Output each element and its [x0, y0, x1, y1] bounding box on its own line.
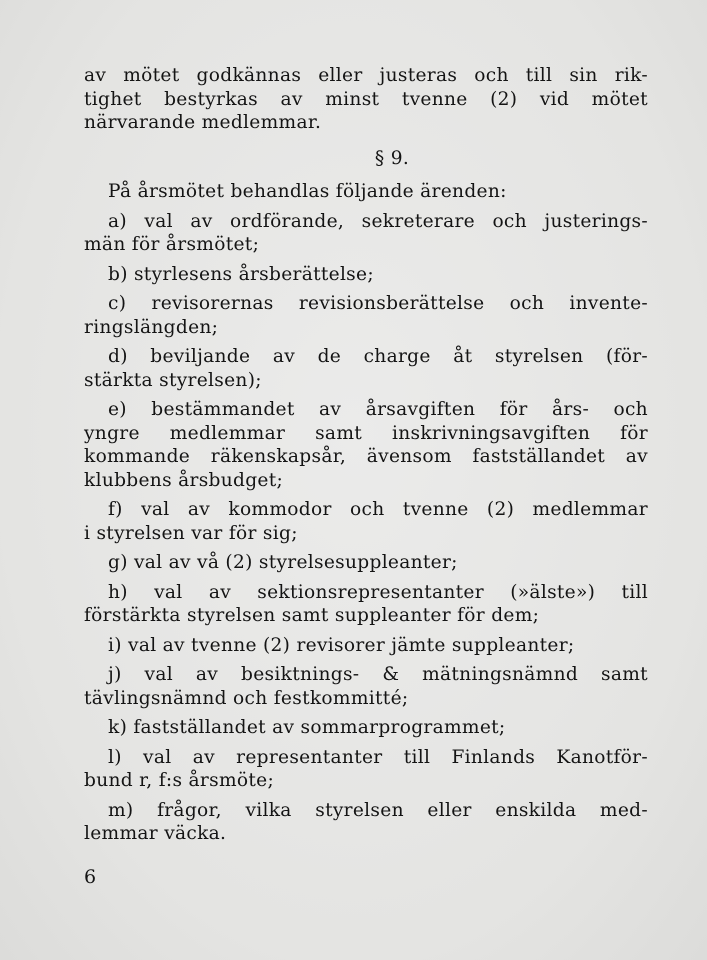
agenda-item-continuation: i styrelsen var för sig;: [84, 522, 298, 544]
agenda-item: [84, 716, 648, 740]
agenda-item-continuation: lemmar väcka.: [84, 823, 227, 844]
agenda-item-line: d) beviljande av de charge åt styrelsen (för-: [108, 346, 648, 367]
agenda-item: [84, 634, 648, 658]
agenda-item: [84, 210, 648, 257]
agenda-item: [84, 663, 648, 710]
agenda-item-continuation: yngre medlemmar samt inskrivningsavgiften för: [84, 422, 648, 444]
agenda-item-line: m) frågor, vilka styrelsen eller enskilda med-: [108, 799, 648, 821]
agenda-item-continuation: tävlingsnämnd och festkommitté;: [84, 687, 409, 709]
agenda-item-line: i) val av tvenne (2) revisorer jämte suppleanter;: [108, 634, 575, 656]
agenda-item-continuation: klubbens årsbudget;: [84, 469, 284, 491]
agenda-item-line: f) val av kommodor och tvenne (2) medlemmar: [108, 499, 648, 520]
agenda-item: [84, 746, 648, 793]
agenda-item-line: b) styrlesens årsberättelse;: [108, 263, 374, 285]
agenda-item-continuation: stärkta styrelsen);: [84, 369, 262, 391]
lead-line: På årsmötet behandlas följande ärenden:: [108, 181, 507, 202]
agenda-item-line: l) val av representanter till Finlands Kanotför-: [108, 746, 648, 768]
agenda-item-line: h) val av sektionsrepresentanter (»älste») till: [108, 581, 648, 603]
agenda-item-line: j) val av besiktnings- & mätningsnämnd samt: [108, 664, 648, 685]
intro-line: tighet bestyrkas av minst tvenne (2) vid mötet: [84, 88, 648, 110]
agenda-item: [84, 498, 648, 545]
agenda-item-line: g) val av vå (2) styrelsesuppleanter;: [108, 552, 458, 573]
agenda-item-continuation: förstärkta styrelsen samt suppleanter för dem;: [84, 605, 540, 626]
agenda-item-line: e) bestämmandet av årsavgiften för års- och: [108, 399, 648, 420]
agenda-item-continuation: bund r, f:s årsmöte;: [84, 770, 275, 791]
agenda-list: [84, 210, 648, 846]
agenda-item: [84, 263, 648, 287]
agenda-item-line: k) fastställandet av sommarprogrammet;: [108, 717, 506, 738]
agenda-item-line: a) val av ordförande, sekreterare och justerings-: [108, 210, 648, 232]
intro-line: närvarande medlemmar.: [84, 112, 322, 133]
agenda-item: [84, 398, 648, 492]
intro-line: av mötet godkännas eller justeras och till sin rik-: [84, 65, 648, 86]
page-number: 6: [84, 866, 97, 888]
agenda-item: [84, 551, 648, 575]
agenda-item-continuation: kommande räkenskapsår, ävensom fastställandet av: [84, 446, 648, 467]
section-heading: § 9.: [374, 147, 410, 169]
agenda-item-continuation: män för årsmötet;: [84, 234, 260, 255]
agenda-item: [84, 799, 648, 846]
page-text: [84, 64, 648, 852]
agenda-item: [84, 345, 648, 392]
agenda-item-continuation: ringslängden;: [84, 316, 219, 338]
agenda-item: [84, 581, 648, 628]
agenda-item-line: c) revisorernas revisionsberättelse och invente-: [108, 293, 648, 314]
agenda-item: [84, 292, 648, 339]
